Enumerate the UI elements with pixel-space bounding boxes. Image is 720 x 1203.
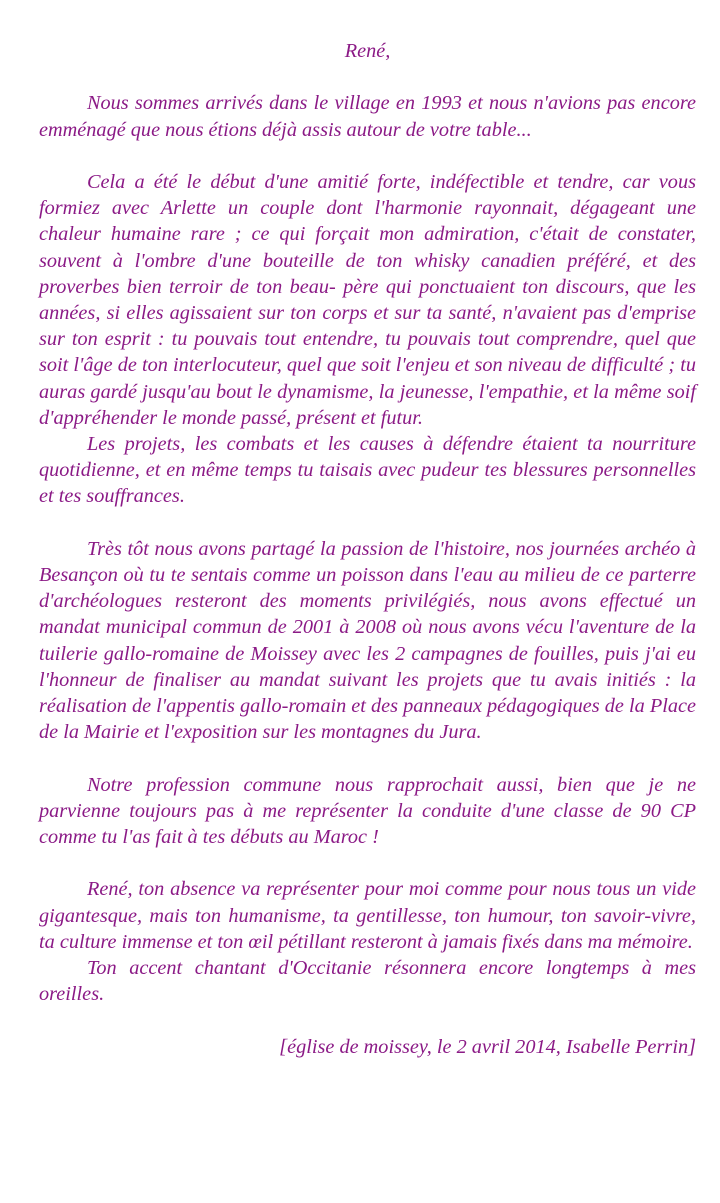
- paragraph-friendship: Cela a été le début d'une amitié forte, indéfectible et tendre, car vous formiez avec Arlette un couple dont l'harmonie rayonnait, dégageant une chaleur humaine rare ; ce qui forçait mon admiration, c'était de constater, souvent à l'ombre d'une bouteille de ton whisky canadien préféré, et des proverbes bien terroir de ton beau- père qui ponctuaient ton discours, que les années, si elles agissaient sur ton corps et sur ta santé, n'avaient pas d'emprise sur ton esprit : tu pouvais tout entendre, tu pouvais tout comprendre, quel que soit l'âge de ton interlocuteur, quel que soit l'enjeu et son niveau de difficulté ; tu auras gardé jusqu'au bout le dynamisme, la jeunesse, l'empathie, et la même soif d'appréhender le monde passé, présent et futur.: [39, 170, 696, 429]
- salutation: René,: [344, 40, 391, 62]
- paragraph-gap: [39, 143, 696, 169]
- paragraph-profession: Notre profession commune nous rapprochait aussi, bien que je ne parvienne toujours pas à me représenter la conduite d'une classe de 90 CP comme tu l'as fait à tes débuts au Maroc !: [39, 773, 696, 849]
- paragraph-absence: René, ton absence va représenter pour moi comme pour nous tous un vide gigantesque, mais ton humanisme, ta gentillesse, ton humour, ton savoir-vivre, ta culture immense et ton œil pétillant resteront à jamais fixés dans ma mémoire.: [39, 878, 696, 953]
- paragraph-gap: [39, 510, 696, 536]
- paragraph-history: Très tôt nous avons partagé la passion de l'histoire, nos journées archéo à Besançon où tu te sentais comme un poisson dans l'eau au milieu de ce parterre d'archéologues resteront des moments privilégiés, nous avons effectué un mandat municipal commun de 2001 à 2008 où nous avons vécu l'aventure de la tuilerie gallo-romaine de Moissey avec les 2 campagnes de fouilles, puis j'ai eu l'honneur de finaliser au mandat suivant les projets que tu avais initiés : la réalisation de l'appentis gallo-romain et des panneaux pédagogiques de la Place de la Mairie et l'exposition sur les montagnes du Jura.: [39, 537, 696, 744]
- signature: [église de moissey, le 2 avril 2014, Isabelle Perrin]: [279, 1035, 696, 1058]
- paragraph-gap: [39, 850, 696, 876]
- letter: [39, 38, 696, 1060]
- paragraph-arrival: Nous sommes arrivés dans le village en 1993 et nous n'avions pas encore emménagé que nous étions déjà assis autour de votre table...: [39, 92, 696, 141]
- paragraph-gap: [39, 1007, 696, 1033]
- paragraph-projects: Les projets, les combats et les causes à défendre étaient ta nourriture quotidienne, et en même temps tu taisais avec pudeur tes blessures personnelles et tes souffrances.: [39, 433, 696, 508]
- paragraph-gap: [39, 745, 696, 771]
- paragraph-accent: Ton accent chantant d'Occitanie résonnera encore longtemps à mes oreilles.: [39, 957, 696, 1006]
